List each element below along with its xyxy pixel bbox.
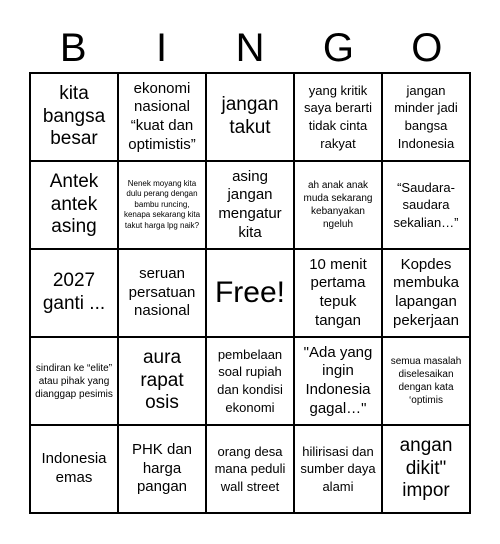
cell-text: asing jangan mengatur kita — [218, 167, 282, 241]
bingo-cell[interactable] — [382, 337, 470, 425]
bingo-cell[interactable] — [30, 73, 118, 161]
bingo-cell[interactable] — [206, 161, 294, 249]
cell-text: pembelaan soal rupiah dan kondisi ekonomi — [217, 346, 283, 415]
bingo-cell[interactable] — [382, 249, 470, 337]
cell-text: 2027 ganti ... — [42, 270, 106, 314]
free-space[interactable] — [206, 249, 294, 337]
cell-text: orang desa mana peduli wall street — [214, 443, 286, 494]
bingo-cell[interactable] — [118, 249, 206, 337]
bingo-cell[interactable] — [30, 249, 118, 337]
header-letter-n: N — [235, 26, 265, 70]
cell-text: Antek antek asing — [49, 170, 99, 238]
bingo-cell[interactable] — [30, 425, 118, 513]
cell-text: hilirisasi dan sumber daya alami — [300, 443, 376, 494]
bingo-cell[interactable] — [30, 161, 118, 249]
cell-text: Nenek moyang kita dulu perang dengan bambu runcing, kenapa sekarang kita takut harga lpg naik? — [123, 179, 201, 230]
header-letter-g: G — [322, 26, 354, 70]
bingo-card — [29, 72, 471, 514]
bingo-cell[interactable] — [382, 161, 470, 249]
cell-text: Kopdes membuka lapangan pekerjaan — [393, 255, 459, 329]
bingo-cell[interactable] — [294, 337, 382, 425]
cell-text: ah anak anak muda sekarang kebanyakan ngeluh — [303, 180, 373, 230]
cell-text: "Ada yang ingin Indonesia gagal…" — [303, 343, 373, 417]
bingo-cell[interactable] — [118, 337, 206, 425]
cell-text: seruan persatuan nasional — [128, 264, 196, 320]
cell-text: “Saudara-saudara sekalian…” — [393, 179, 459, 230]
bingo-cell[interactable] — [294, 425, 382, 513]
bingo-cell[interactable] — [118, 425, 206, 513]
cell-text: Indonesia emas — [41, 450, 107, 486]
cell-text: jangan minder jadi bangsa Indonesia — [394, 82, 458, 151]
header-letter-i: I — [156, 26, 168, 70]
header-letter-b: B — [59, 26, 87, 70]
cell-text: PHK dan harga pangan — [131, 440, 193, 496]
free-space-label: Free! — [214, 276, 286, 309]
cell-text: ekonomi nasional “kuat dan optimistis” — [128, 79, 196, 153]
cell-text: jangan takut — [221, 94, 279, 138]
bingo-cell[interactable] — [294, 73, 382, 161]
bingo-cell[interactable] — [294, 161, 382, 249]
cell-text: aura rapat osis — [140, 346, 184, 414]
bingo-cell[interactable] — [206, 73, 294, 161]
cell-text: sindiran ke “elite” atau pihak yang dianggap pesimis — [35, 362, 113, 400]
cell-text: kita bangsa besar — [42, 82, 106, 150]
header-letter-o: O — [411, 26, 443, 70]
bingo-header — [29, 22, 471, 74]
bingo-cell[interactable] — [294, 249, 382, 337]
cell-text: angan dikit" impor — [399, 434, 453, 502]
cell-text: 10 menit pertama tepuk tangan — [309, 255, 367, 329]
cell-text: yang kritik saya berarti tidak cinta rakyat — [304, 82, 372, 151]
bingo-cell[interactable] — [206, 425, 294, 513]
bingo-cell[interactable] — [118, 161, 206, 249]
bingo-cell[interactable] — [206, 337, 294, 425]
bingo-cell[interactable] — [382, 425, 470, 513]
bingo-cell[interactable] — [382, 73, 470, 161]
bingo-cell[interactable] — [118, 73, 206, 161]
bingo-cell[interactable] — [30, 337, 118, 425]
cell-text: semua masalah diselesaikan dengan kata ‘optimis — [390, 356, 462, 406]
